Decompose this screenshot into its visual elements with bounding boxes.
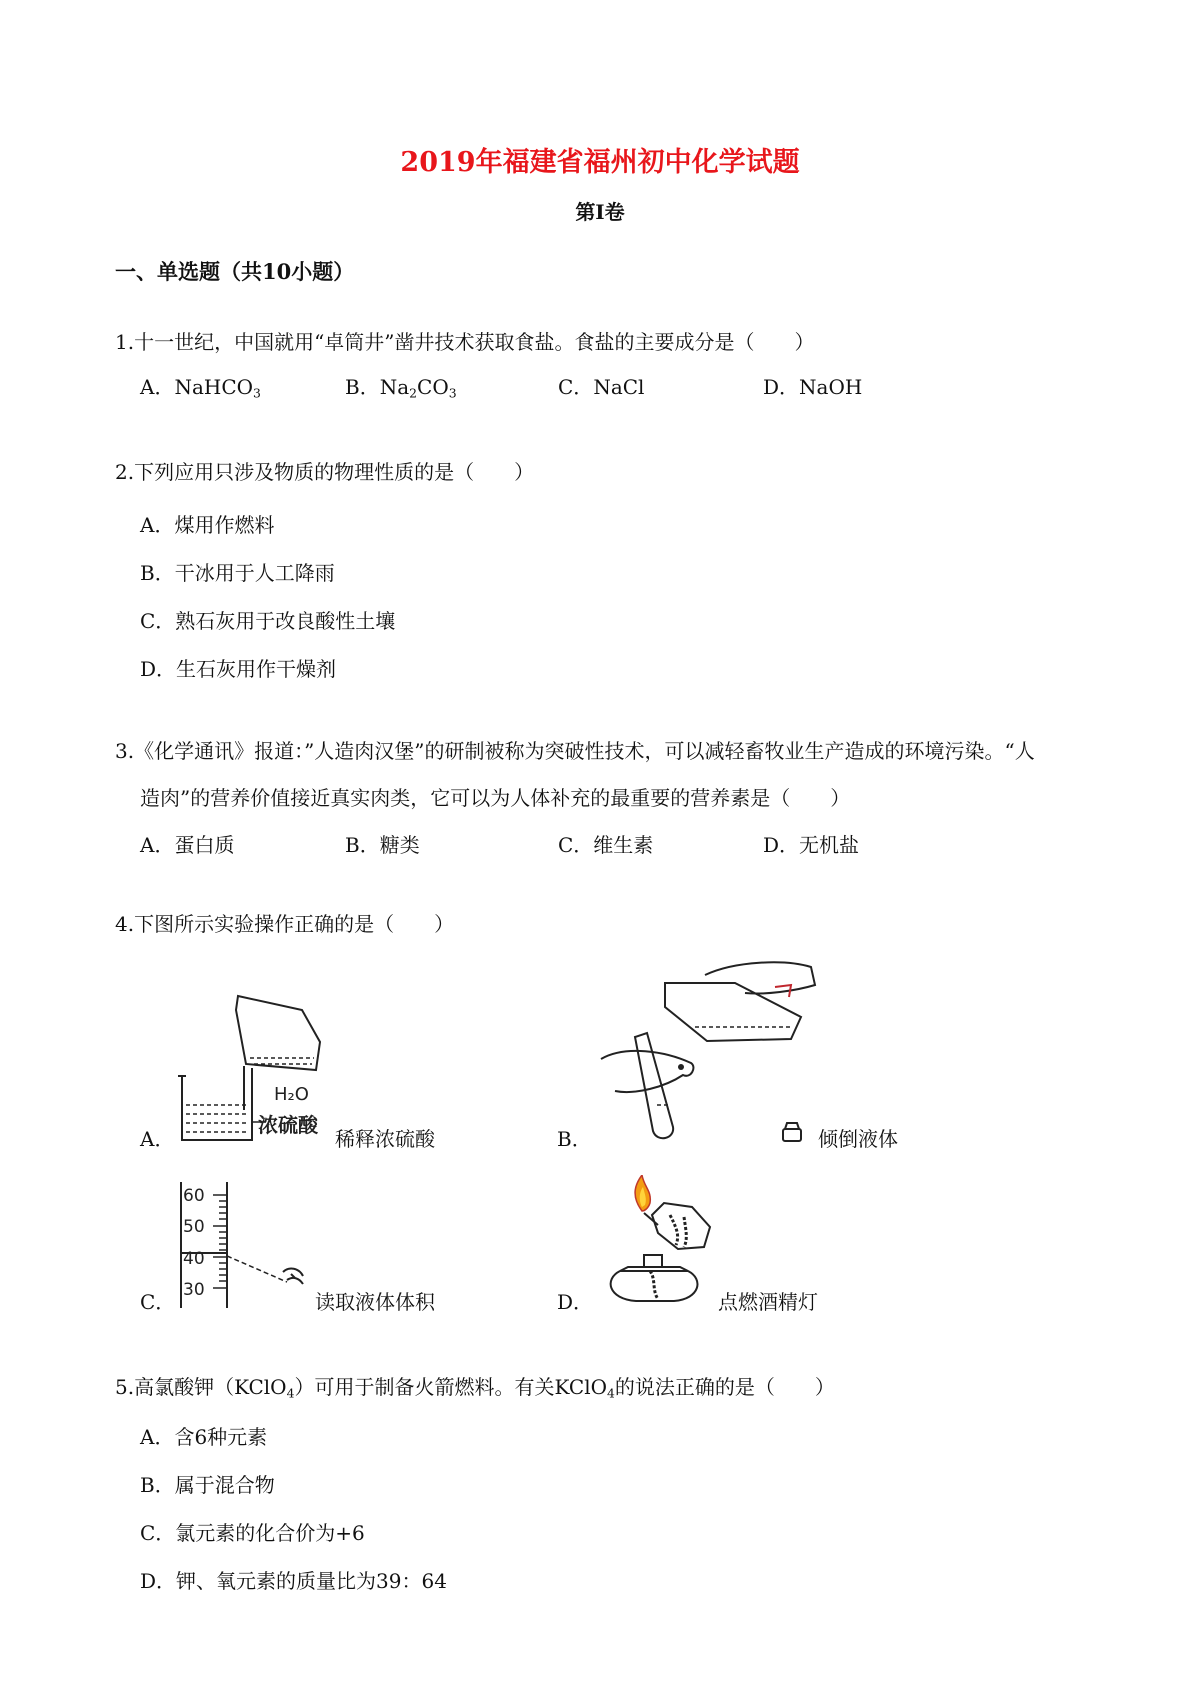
q2-option-d: D．生石灰用作干燥剂 bbox=[140, 657, 337, 681]
section-heading: 一、单选题（共10小题） bbox=[115, 259, 355, 284]
q2-option-b: B．干冰用于人工降雨 bbox=[140, 561, 335, 585]
q4-option-c-caption: 读取液体体积 bbox=[315, 1290, 435, 1314]
question-2-stem: 2.下列应用只涉及物质的物理性质的是（ ） bbox=[115, 460, 535, 484]
q1-option-b: B．$Na_2CO_3$ bbox=[345, 375, 457, 401]
q4-option-b-caption: 倾倒液体 bbox=[818, 1127, 898, 1151]
q4-option-c-letter: C． bbox=[140, 1290, 176, 1314]
tick-label-40: 40 bbox=[183, 1249, 205, 1269]
q5-option-b: B．属于混合物 bbox=[140, 1473, 275, 1497]
page-title: 2019年福建省福州初中化学试题 bbox=[400, 147, 800, 178]
q4-option-a-letter: A． bbox=[140, 1127, 175, 1151]
q3-option-a: A．蛋白质 bbox=[140, 833, 235, 857]
q4-option-d-caption: 点燃酒精灯 bbox=[718, 1290, 818, 1314]
tick-label-50: 50 bbox=[183, 1217, 205, 1237]
water-label: H₂O bbox=[274, 1084, 309, 1105]
figure-dilute-acid bbox=[170, 990, 350, 1150]
q5-option-d: D．钾、氧元素的质量比为39：64 bbox=[140, 1569, 447, 1593]
acid-label: 浓硫酸 bbox=[258, 1113, 318, 1137]
q5-option-a: A．含6种元素 bbox=[140, 1425, 268, 1449]
q3-option-c: C．维生素 bbox=[558, 833, 654, 857]
question-3-stem-line1: 3.《化学通讯》报道：”人造肉汉堡”的研制被称为突破性技术，可以减轻畜牧业生产造成的环境污染。“人 bbox=[115, 739, 1035, 763]
tick-label-30: 30 bbox=[183, 1280, 205, 1300]
q2-option-c: C．熟石灰用于改良酸性土壤 bbox=[140, 609, 396, 633]
q3-option-d: D．无机盐 bbox=[763, 833, 860, 857]
question-1-stem: 1.十一世纪，中国就用“卓筒井”凿井技术获取食盐。食盐的主要成分是（ ） bbox=[115, 330, 815, 354]
volume-label: 第Ⅰ卷 bbox=[575, 200, 625, 224]
q1-option-c: C．NaCl bbox=[558, 375, 645, 399]
question-4-stem: 4.下图所示实验操作正确的是（ ） bbox=[115, 912, 455, 936]
question-5-stem: 5.高氯酸钾（KClO$_4$）可用于制备火箭燃料。有关KClO$_4$的说法正确的是（ ） bbox=[115, 1375, 835, 1401]
q1-option-a: A．NaHCO$_3$ bbox=[140, 375, 261, 401]
figure-read-volume bbox=[175, 1180, 310, 1310]
figure-light-lamp bbox=[600, 1175, 730, 1305]
q4-option-a-caption: 稀释浓硫酸 bbox=[335, 1127, 435, 1151]
q5-option-c: C．氯元素的化合价为+6 bbox=[140, 1521, 365, 1545]
q1-option-d: D．NaOH bbox=[763, 375, 863, 399]
q4-option-b-letter: B． bbox=[557, 1127, 592, 1151]
q4-option-d-letter: D． bbox=[557, 1290, 594, 1314]
q2-option-a: A．煤用作燃料 bbox=[140, 513, 275, 537]
question-3-stem-line2: 造肉”的营养价值接近真实肉类，它可以为人体补充的最重要的营养素是（ ） bbox=[140, 786, 851, 810]
q3-option-b: B．糖类 bbox=[345, 833, 420, 857]
figure-pour-liquid bbox=[595, 955, 825, 1150]
tick-label-60: 60 bbox=[183, 1186, 205, 1206]
